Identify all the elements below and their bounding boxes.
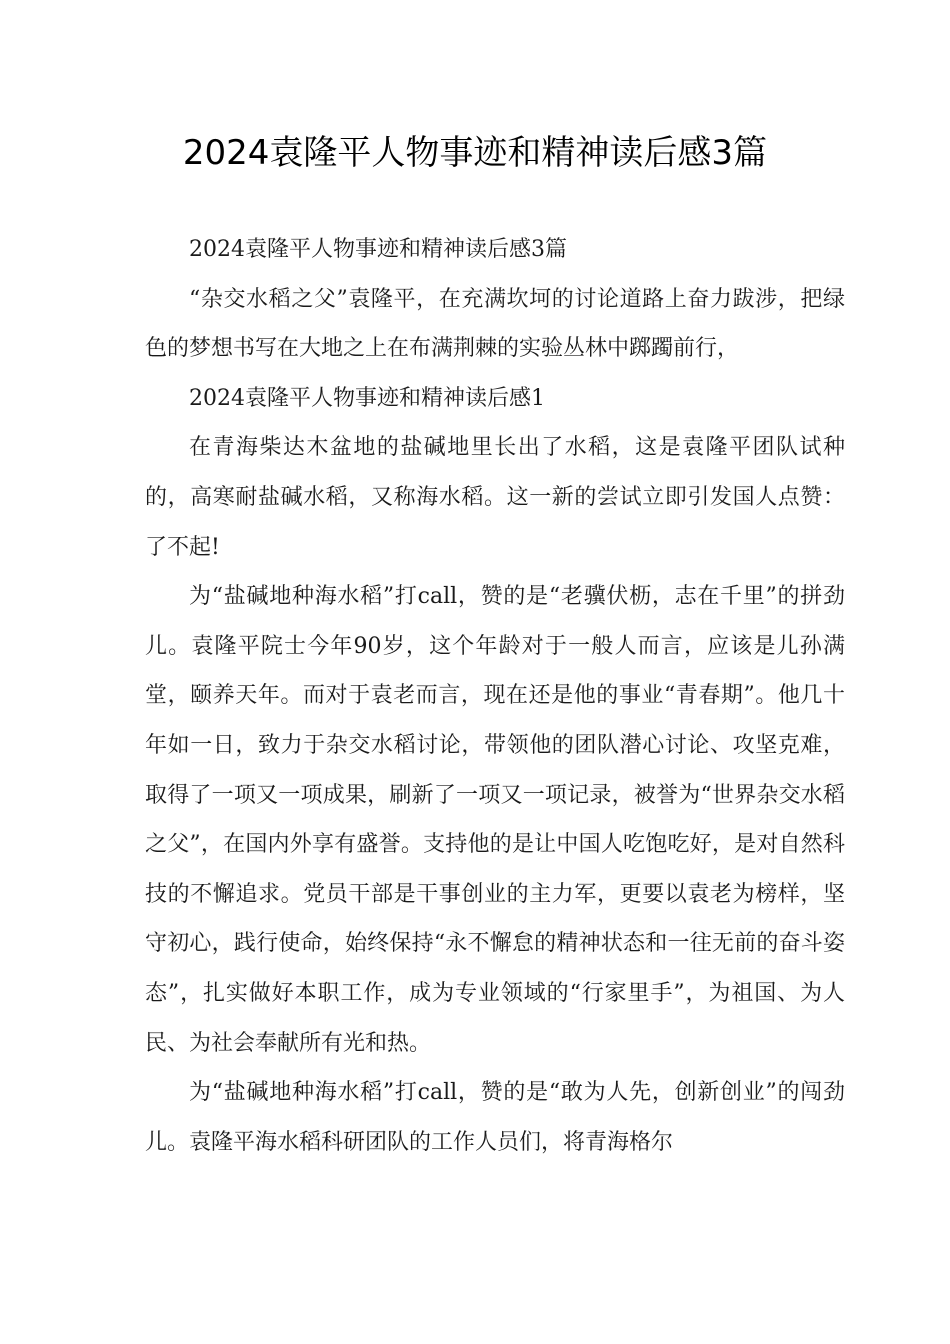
- paragraph-body: 在青海柴达木盆地的盐碱地里长出了水稻，这是袁隆平团队试种的，高寒耐盐碱水稻，又称海水稻。这一新的尝试立即引发国人点赞：了不起!: [145, 435, 845, 560]
- document-body: [145, 225, 845, 1167]
- paragraph-body: 为“盐碱地种海水稻”打call，赞的是“敢为人先，创新创业”的闯劲儿。袁隆平海水稻科研团队的工作人员们，将青海格尔: [145, 1080, 845, 1155]
- paragraph-subtitle: 2024袁隆平人物事迹和精神读后感3篇: [189, 237, 567, 262]
- paragraph-intro: “杂交水稻之父”袁隆平，在充满坎坷的讨论道路上奋力跋涉，把绿色的梦想书写在大地之上在布满荆棘的实验丛林中踯躅前行，: [145, 286, 845, 362]
- paragraph-section-heading: 2024袁隆平人物事迹和精神读后感1: [189, 385, 545, 411]
- document-title: 2024袁隆平人物事迹和精神读后感3篇: [182, 133, 768, 173]
- paragraph-body: 为“盐碱地种海水稻”打call，赞的是“老骥伏枥，志在千里”的拼劲儿。袁隆平院士今年90岁，这个年龄对于一般人而言，应该是儿孙满堂，颐养天年。而对于袁老而言，现在还是他的事业“青春期”。他几十年如一日，致力于杂交水稻讨论，带领他的团队潜心讨论、攻坚克难，取得了一项又一项成果，刷新了一项又一项记录，被誉为“世界杂交水稻之父”，在国内外享有盛誉。支持他的是让中国人吃饱吃好，是对自然科技的不懈追求。党员干部是干事创业的主力军，更要以袁老为榜样，坚守初心，践行使命，始终保持“永不懈怠的精神状态和一往无前的奋斗姿态”，扎实做好本职工作，成为专业领域的“行家里手”，为祖国、为人民、为社会奉献所有光和热。: [145, 584, 845, 1056]
